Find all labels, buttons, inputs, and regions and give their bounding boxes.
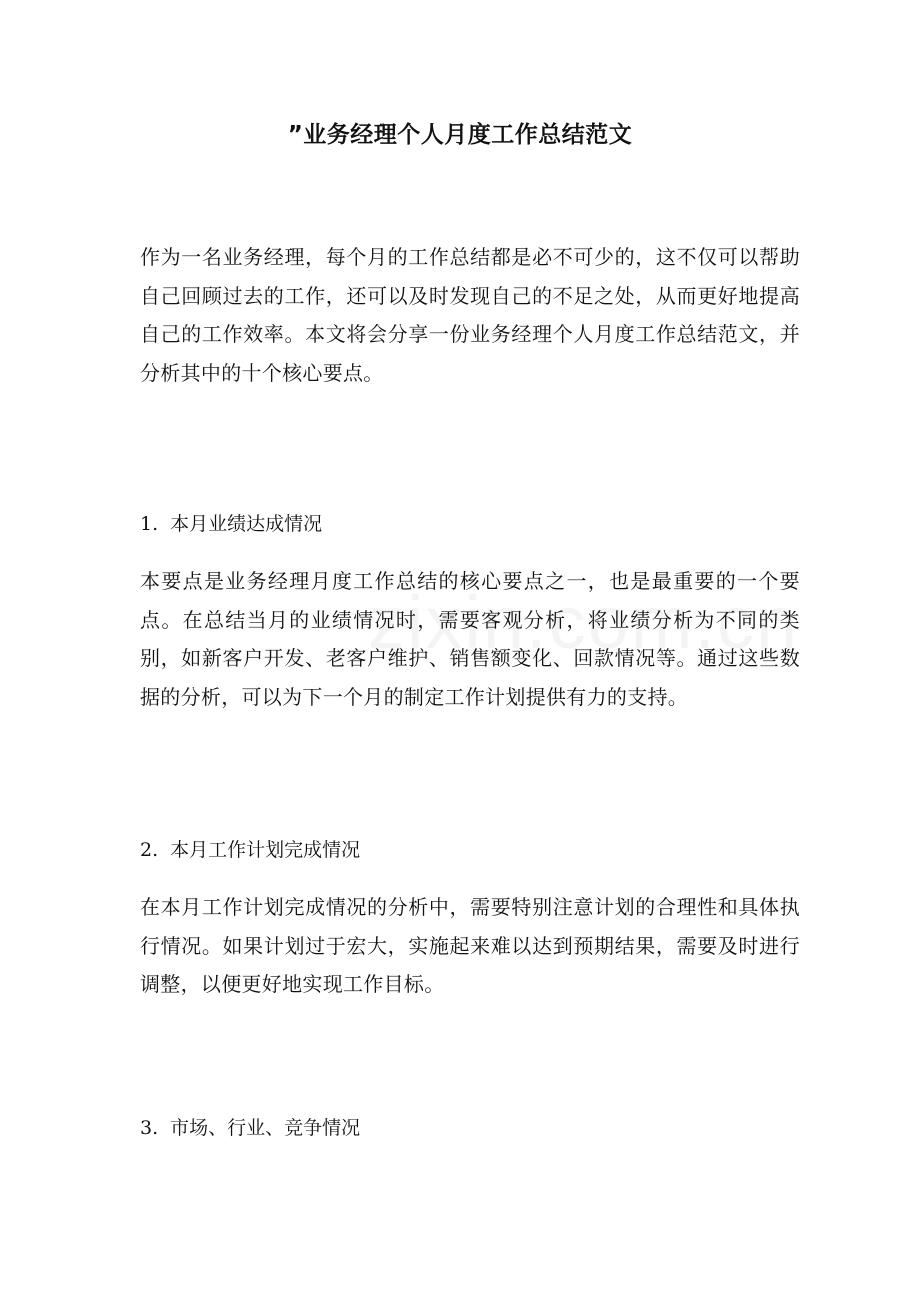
document-title: ”业务经理个人月度工作总结范文 xyxy=(287,122,633,148)
section-1-heading xyxy=(140,510,322,538)
section-2-heading xyxy=(140,836,360,864)
section-2-title: 本月工作计划完成情况 xyxy=(170,839,361,861)
intro-paragraph: 作为一名业务经理，每个月的工作总结都是必不可少的，这不仅可以帮助自己回顾过去的工作，还可以及时发现自己的不足之处，从而更好地提高自己的工作效率。本文将会分享一份业务经理个人月度工作总结范文，并分析其中的十个核心要点。 xyxy=(140,245,800,385)
section-3-title: 市场、行业、竞争情况 xyxy=(170,1117,361,1139)
section-1-title: 本月业绩达成情况 xyxy=(170,513,323,535)
section-3-heading xyxy=(140,1114,360,1142)
section-2-body: 在本月工作计划完成情况的分析中，需要特别注意计划的合理性和具体执行情况。如果计划过于宏大，实施起来难以达到预期结果，需要及时进行调整，以便更好地实现工作目标。 xyxy=(140,895,800,996)
section-3-number: 3. xyxy=(140,1117,159,1139)
section-1-number: 1. xyxy=(140,513,159,535)
section-1-body: 本要点是业务经理月度工作总结的核心要点之一，也是最重要的一个要点。在总结当月的业绩情况时，需要客观分析，将业绩分析为不同的类别，如新客户开发、老客户维护、销售额变化、回款情况等。通过这些数据的分析，可以为下一个月的制定工作计划提供有力的支持。 xyxy=(140,569,800,709)
section-2-number: 2. xyxy=(140,839,159,861)
